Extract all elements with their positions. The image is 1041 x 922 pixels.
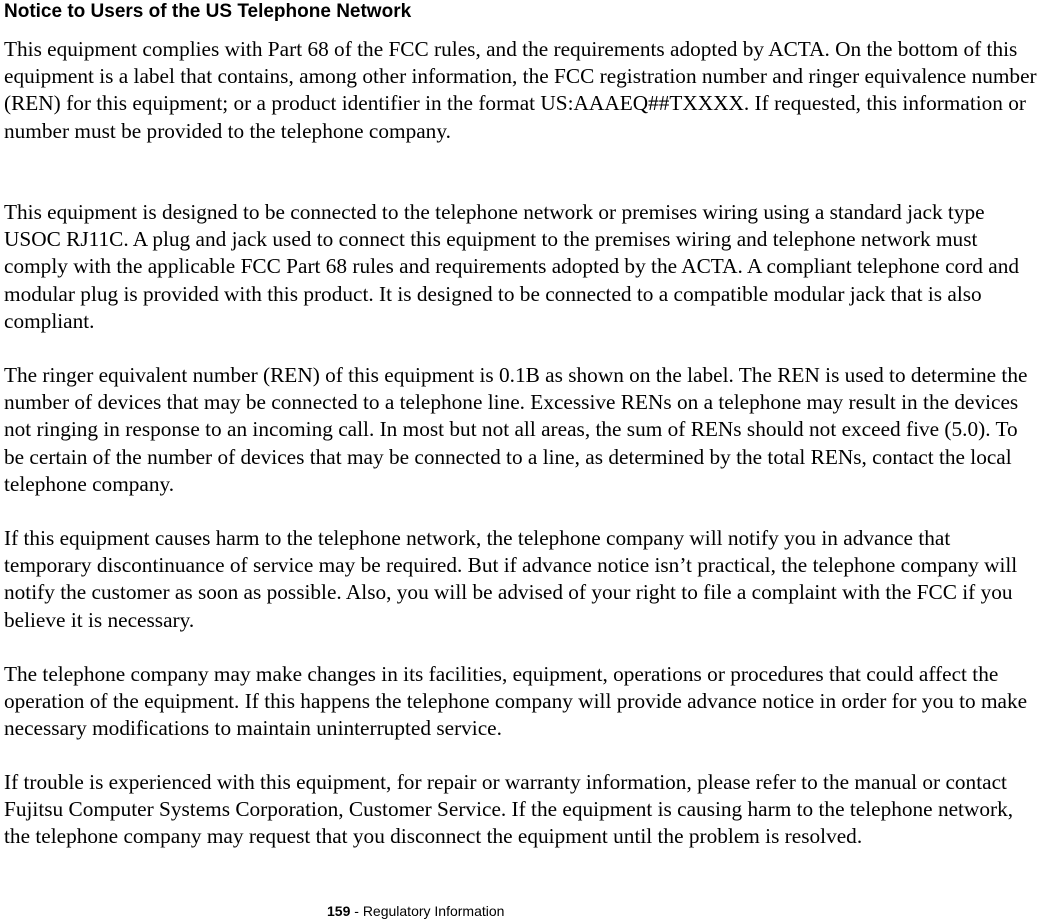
page-footer (327, 902, 504, 920)
paragraph-fcc-part68: This equipment complies with Part 68 of the FCC rules, and the requirements adopted by ACTA. On the bottom of this equipment is a label that contains, among other information, the FCC registration number and ringer equivalence number (REN) for this equipment; or a product identifier in the format US:AAAEQ##TXXXX. If requested, this information or number must be provided to the telephone company. (4, 37, 1037, 143)
footer-section-title: Regulatory Information (362, 903, 505, 919)
paragraph-ren: The ringer equivalent number (REN) of this equipment is 0.1B as shown on the label. The REN is used to determine the number of devices that may be connected to a telephone line. Excessive RENs on a telephone may result in the devices not ringing in response to an incoming call. In most but not all areas, the sum of RENs should not exceed five (5.0). To be certain of the number of devices that may be connected to a line, as determined by the total RENs, contact the local telephone company. (4, 363, 1028, 496)
paragraph-harm-notice: If this equipment causes harm to the telephone network, the telephone company will notify you in advance that temporary discontinuance of service may be required. But if advance notice isn’t practical, the telephone company will notify the customer as soon as possible. Also, you will be advised of your right to file a complaint with the FCC if you believe it is necessary. (4, 526, 1018, 632)
footer-separator: - (350, 903, 363, 919)
paragraph-jack-type: This equipment is designed to be connected to the telephone network or premises wiring using a standard jack type USOC RJ11C. A plug and jack used to connect this equipment to the premises wiring and telephone network must comply with the applicable FCC Part 68 rules and requirements adopted by the ACTA. A compliant telephone cord and modular plug is provided with this product. It is designed to be connected to a compatible modular jack that is also compliant. (4, 200, 1020, 333)
document-page (4, 0, 1040, 849)
page-number: 159 (327, 903, 351, 919)
paragraph-trouble: If trouble is experienced with this equipment, for repair or warranty information, please refer to the manual or contact Fujitsu Computer Systems Corporation, Customer Service. If the equipment is causing harm to the telephone network, the telephone company may request that you disconnect the equipment until the problem is resolved. (4, 770, 1014, 849)
paragraph-facility-changes: The telephone company may make changes in its facilities, equipment, operations or procedures that could affect the operation of the equipment. If this happens the telephone company will provide advance notice in order for you to make necessary modifications to maintain uninterrupted service. (4, 662, 1028, 741)
section-heading: Notice to Users of the US Telephone Network (4, 1, 412, 22)
